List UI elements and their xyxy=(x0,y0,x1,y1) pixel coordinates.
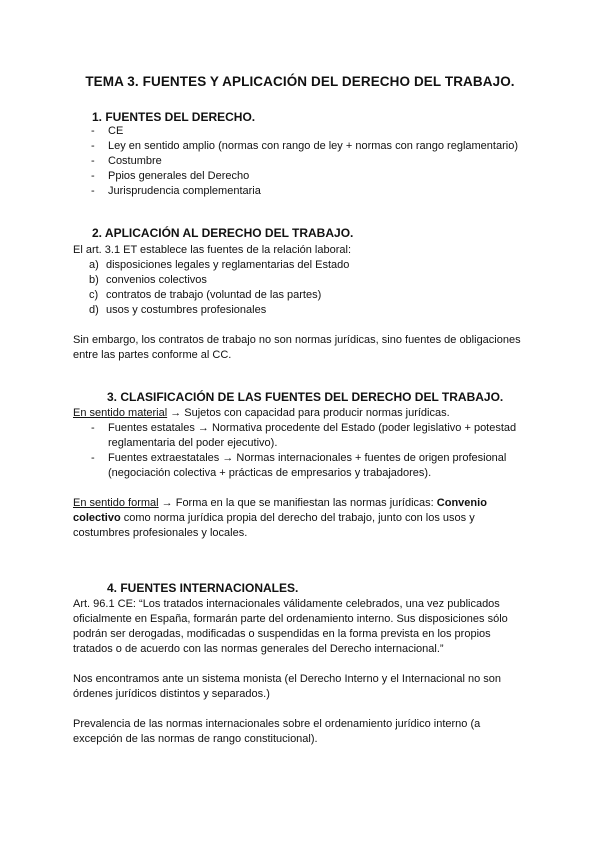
section-2-note: Sin embargo, los contratos de trabajo no son normas jurídicas, sino fuentes de obligaciones entre las partes conforme al CC. xyxy=(73,334,521,361)
section-3-list xyxy=(73,421,533,481)
list-item: a) disposiciones legales y reglamentarias del Estado xyxy=(89,259,350,271)
document-title: TEMA 3. FUENTES Y APLICACIÓN DEL DERECHO DEL TRABAJO. xyxy=(85,74,515,89)
section-3-heading: 3. CLASIFICACIÓN DE LAS FUENTES DEL DERECHO DEL TRABAJO. xyxy=(107,390,504,404)
formal-paragraph: En sentido formal → Forma en la que se manifiestan las normas jurídicas: Convenio colectivo como norma jurídica propia del derecho del trabajo, junto con los usos y costumbres profesionales y locales. xyxy=(73,497,487,539)
section-1-list xyxy=(73,124,533,199)
list-item: b) convenios colectivos xyxy=(89,274,207,286)
formal-bold: Convenio colectivo xyxy=(73,497,487,524)
material-label: En sentido material xyxy=(73,407,168,419)
material-line: En sentido material → Sujetos con capacidad para producir normas jurídicas. xyxy=(73,407,450,419)
list-item: - Costumbre xyxy=(91,155,162,167)
list-item: - Ppios generales del Derecho xyxy=(91,170,250,182)
article-quote: Art. 96.1 CE: “Los tratados internacionales válidamente celebrados, una vez publicados oficialmente en España, formarán parte del ordenamiento interno. Sus disposiciones sólo podrán ser derogadas, modificadas o suspendidas en la forma prevista en los propios tratados o de acuerdo con las normas generales del Derecho internacional.” xyxy=(73,598,508,655)
monist-paragraph: Nos encontramos ante un sistema monista (el Derecho Interno y el Internacional no son órdenes jurídicos distintos y separados.) xyxy=(73,673,502,700)
list-item: - Ley en sentido amplio (normas con rango de ley + normas con rango reglamentario) xyxy=(91,140,518,152)
section-4-heading: 4. FUENTES INTERNACIONALES. xyxy=(107,581,299,595)
list-item: - CE xyxy=(91,125,124,137)
list-item: c) contratos de trabajo (voluntad de las partes) xyxy=(89,289,322,301)
section-4-body xyxy=(73,597,531,747)
formal-label: En sentido formal xyxy=(73,497,159,509)
section-1-heading: 1. FUENTES DEL DERECHO. xyxy=(92,110,256,124)
section-2-heading: 2. APLICACIÓN AL DERECHO DEL TRABAJO. xyxy=(92,226,354,240)
list-item: - Fuentes estatales → Normativa procedente del Estado (poder legislativo + potestad reglamentaria del poder ejecutivo). xyxy=(91,422,517,449)
section-2-body xyxy=(73,243,533,363)
section-3-body xyxy=(73,406,533,541)
list-item: - Fuentes extraestatales → Normas internacionales + fuentes de origen profesional (negociación colectiva + prácticas de empresarios y trabajadores). xyxy=(91,452,507,479)
prevalence-paragraph: Prevalencia de las normas internacionales sobre el ordenamiento jurídico interno (a excepción de las normas de rango constitucional). xyxy=(73,718,481,745)
section-2-list xyxy=(73,258,533,318)
list-item: d) usos y costumbres profesionales xyxy=(89,304,267,316)
section-2-intro: El art. 3.1 ET establece las fuentes de la relación laboral: xyxy=(73,244,352,256)
list-item: - Jurisprudencia complementaria xyxy=(91,185,261,197)
